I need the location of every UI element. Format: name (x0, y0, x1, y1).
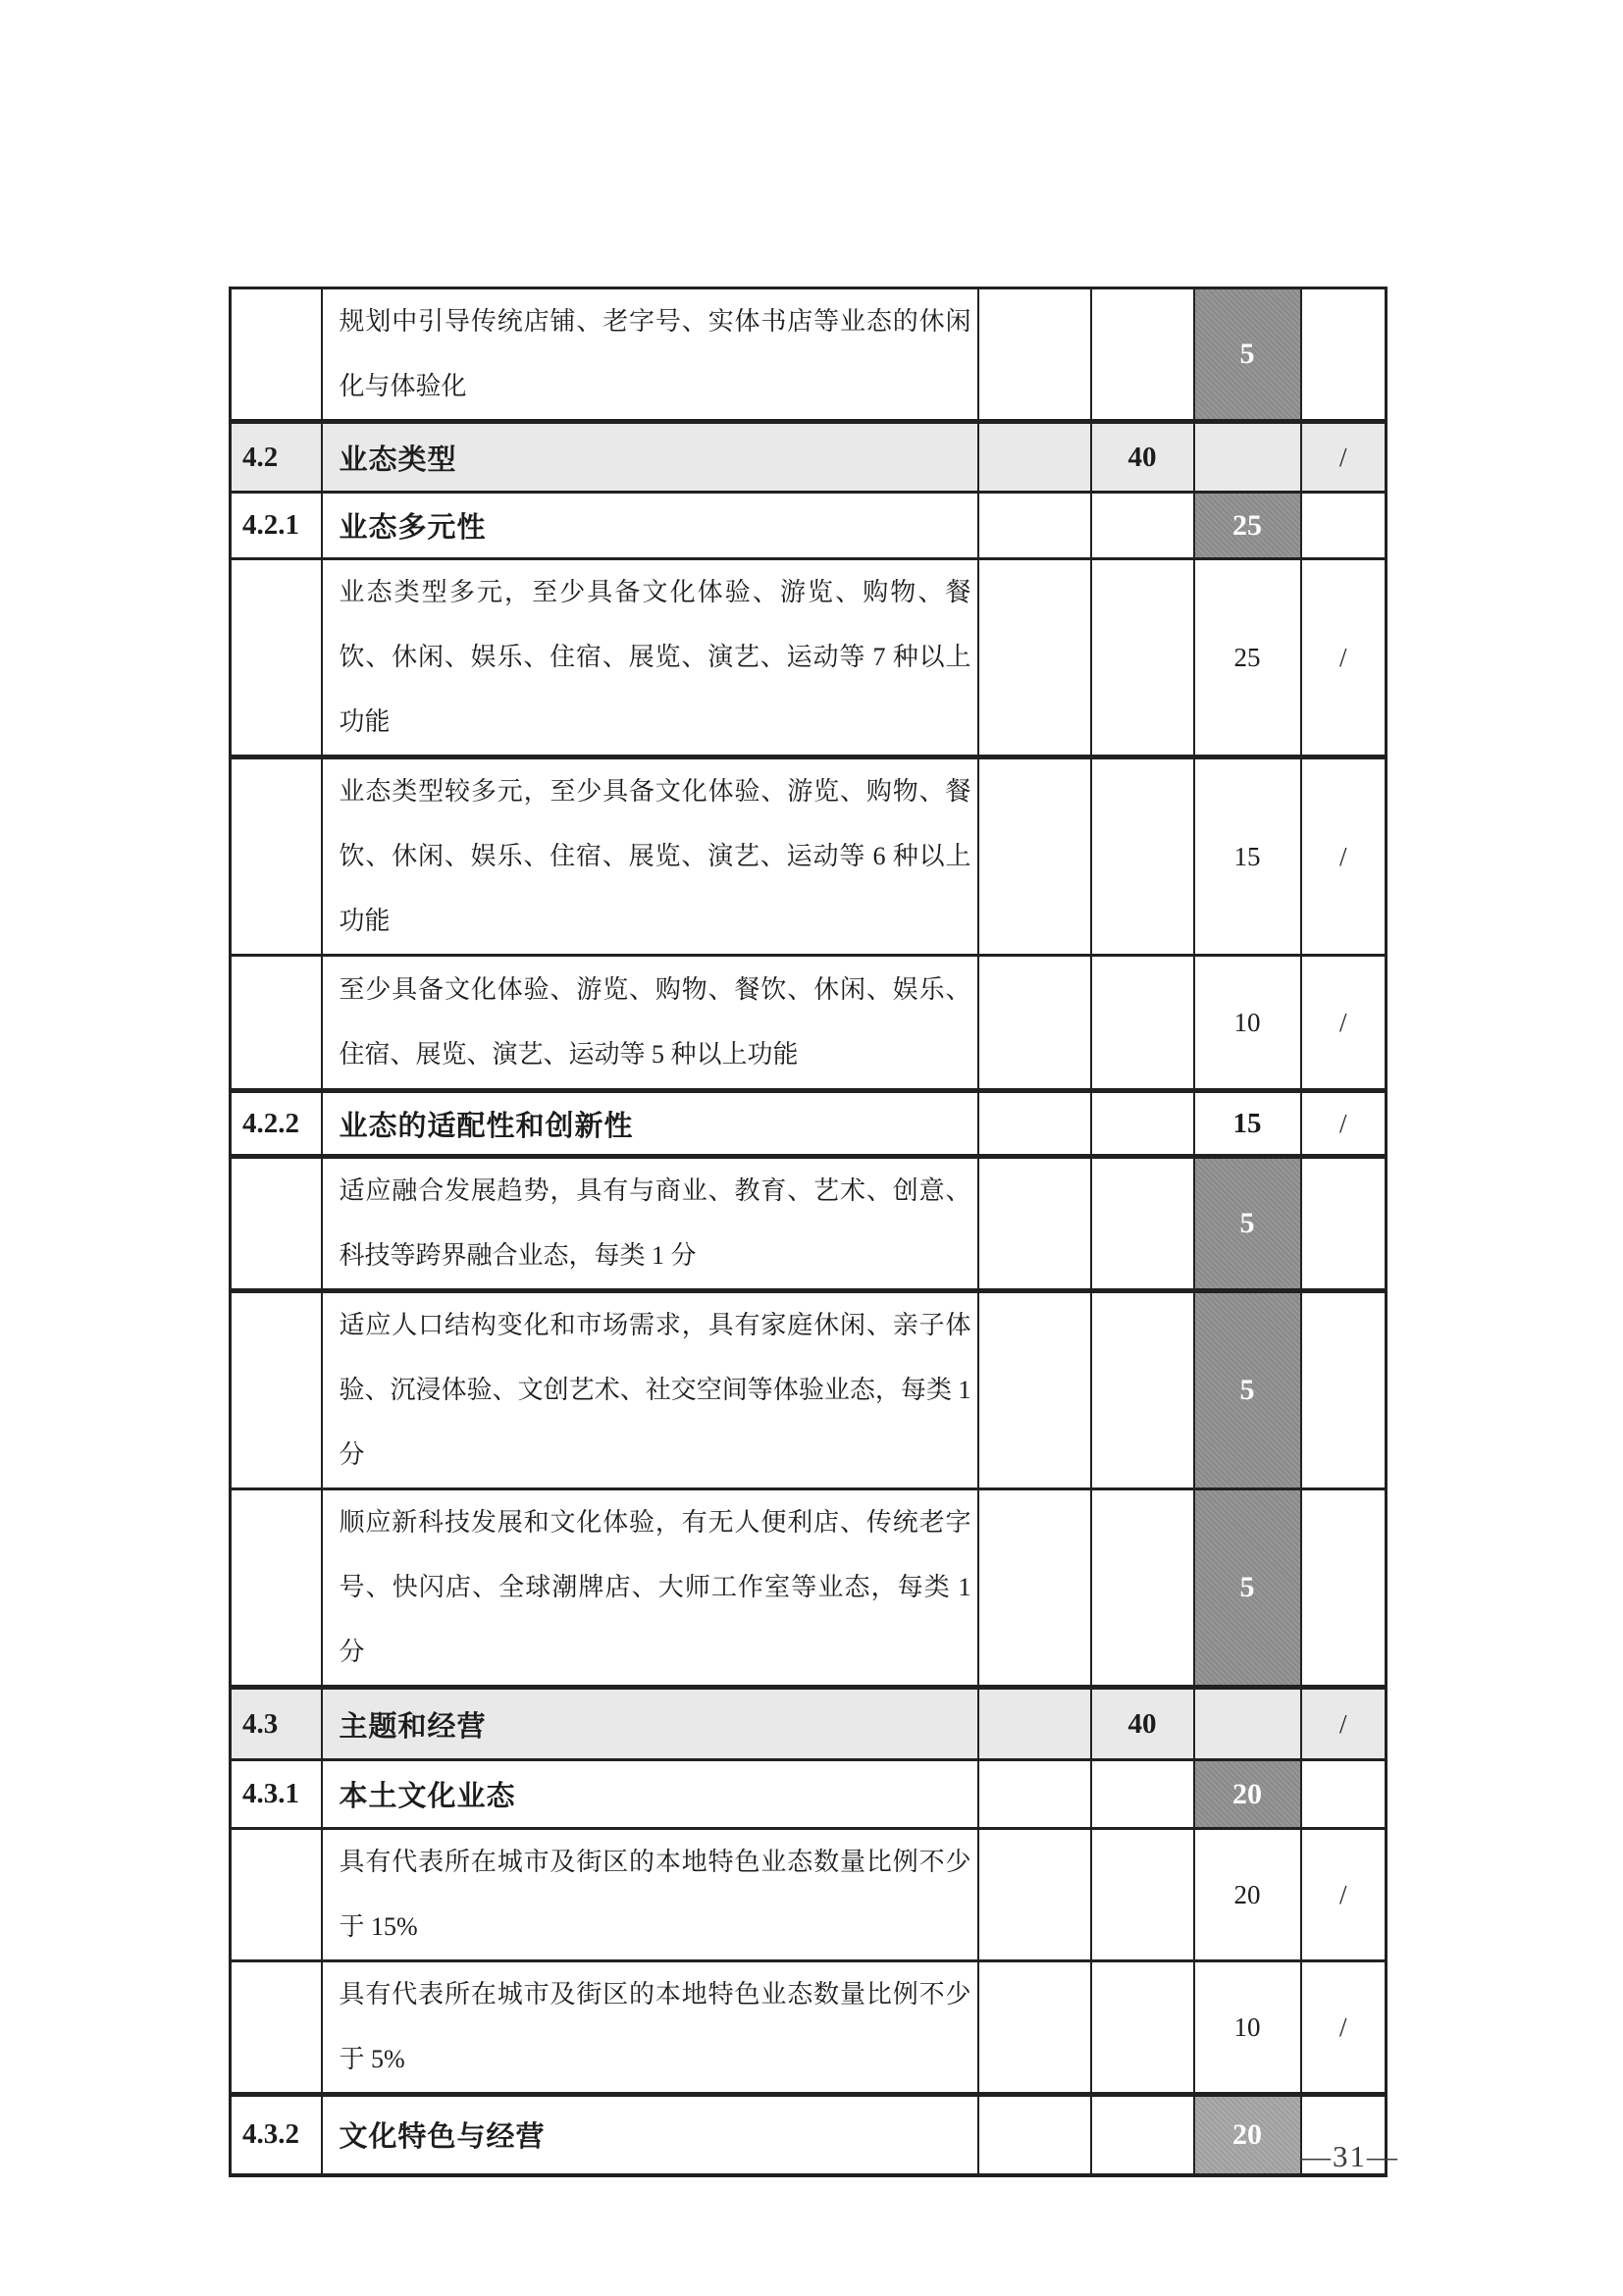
criteria-text: 业态多元性 (322, 493, 978, 559)
row-detail-new-tech-formats (231, 1489, 1387, 1688)
slash-cell (1301, 493, 1387, 559)
slash-cell (1301, 1489, 1387, 1688)
slash-cell (1301, 288, 1387, 422)
row-index (231, 1489, 322, 1688)
row-detail-local-15pct (231, 1829, 1387, 1961)
slash-cell: / (1301, 1688, 1387, 1760)
item-score-cell: 15 (1194, 1091, 1301, 1157)
item-score-cell: 15 (1194, 757, 1301, 956)
item-score-cell: 10 (1194, 1961, 1301, 2095)
slash-cell: / (1301, 1091, 1387, 1157)
slash-cell (1301, 1760, 1387, 1829)
row-detail-local-5pct (231, 1961, 1387, 2095)
blank-cell (978, 2095, 1091, 2175)
criteria-text: 适应融合发展趋势，具有与商业、教育、艺术、创意、科技等跨界融合业态，每类 1 分 (322, 1157, 978, 1291)
criteria-text: 具有代表所在城市及街区的本地特色业态数量比例不少于 5% (322, 1961, 978, 2095)
category-score-cell (1091, 493, 1194, 559)
item-score-cell: 5 (1194, 1157, 1301, 1291)
item-score-cell: 5 (1194, 1291, 1301, 1489)
blank-cell (978, 559, 1091, 757)
item-score-cell: 20 (1194, 2095, 1301, 2175)
row-index: 4.3 (231, 1688, 322, 1760)
blank-cell (978, 1760, 1091, 1829)
row-subsection-4-2-2 (231, 1091, 1387, 1157)
blank-cell (978, 1489, 1091, 1688)
criteria-text: 具有代表所在城市及街区的本地特色业态数量比例不少于 15% (322, 1829, 978, 1961)
row-subsection-4-3-2 (231, 2095, 1387, 2175)
criteria-text: 业态的适配性和创新性 (322, 1091, 978, 1157)
blank-cell (978, 1961, 1091, 2095)
category-score-cell (1091, 559, 1194, 757)
criteria-text: 文化特色与经营 (322, 2095, 978, 2175)
slash-cell: / (1301, 956, 1387, 1091)
page-number: —31— (1300, 2139, 1399, 2173)
blank-cell (978, 1688, 1091, 1760)
item-score-cell: 25 (1194, 559, 1301, 757)
slash-cell: / (1301, 559, 1387, 757)
category-score-cell (1091, 1961, 1194, 2095)
category-score-cell (1091, 757, 1194, 956)
row-detail-6-functions (231, 757, 1387, 956)
category-score-cell (1091, 1829, 1194, 1961)
row-detail-7-functions (231, 559, 1387, 757)
category-score-cell: 40 (1091, 422, 1194, 493)
criteria-text: 顺应新科技发展和文化体验，有无人便利店、传统老字号、快闪店、全球潮牌店、大师工作室等业态，每类 1 分 (322, 1489, 978, 1688)
row-index: 4.2 (231, 422, 322, 493)
row-index (231, 1157, 322, 1291)
criteria-text: 规划中引导传统店铺、老字号、实体书店等业态的休闲化与体验化 (322, 288, 978, 422)
item-score-cell: 5 (1194, 288, 1301, 422)
row-detail-experience-formats (231, 1291, 1387, 1489)
evaluation-criteria-table (229, 287, 1387, 2177)
item-score-cell: 20 (1194, 1760, 1301, 1829)
item-score-cell (1194, 1688, 1301, 1760)
category-score-cell (1091, 1760, 1194, 1829)
criteria-text: 业态类型较多元，至少具备文化体验、游览、购物、餐饮、休闲、娱乐、住宿、展览、演艺、运动等 6 种以上功能 (322, 757, 978, 956)
criteria-text: 适应人口结构变化和市场需求，具有家庭休闲、亲子体验、沉浸体验、文创艺术、社交空间等体验业态，每类 1 分 (322, 1291, 978, 1489)
category-score-cell (1091, 956, 1194, 1091)
blank-cell (978, 288, 1091, 422)
blank-cell (978, 422, 1091, 493)
blank-cell (978, 757, 1091, 956)
slash-cell (1301, 1157, 1387, 1291)
row-section-4-3 (231, 1688, 1387, 1760)
slash-cell: / (1301, 1961, 1387, 2095)
row-index (231, 288, 322, 422)
item-score-cell: 25 (1194, 493, 1301, 559)
blank-cell (978, 1091, 1091, 1157)
row-subsection-4-3-1 (231, 1760, 1387, 1829)
row-index: 4.3.1 (231, 1760, 322, 1829)
row-detail-traditional-shops (231, 288, 1387, 422)
blank-cell (978, 493, 1091, 559)
slash-cell: / (1301, 757, 1387, 956)
blank-cell (978, 1829, 1091, 1961)
row-index (231, 1829, 322, 1961)
row-index (231, 1961, 322, 2095)
category-score-cell (1091, 2095, 1194, 2175)
category-score-cell (1091, 1091, 1194, 1157)
row-index: 4.2.2 (231, 1091, 322, 1157)
blank-cell (978, 1157, 1091, 1291)
row-index: 4.3.2 (231, 2095, 322, 2175)
blank-cell (978, 956, 1091, 1091)
blank-cell (978, 1291, 1091, 1489)
category-score-cell (1091, 1489, 1194, 1688)
row-index (231, 757, 322, 956)
criteria-text: 业态类型多元，至少具备文化体验、游览、购物、餐饮、休闲、娱乐、住宿、展览、演艺、运动等 7 种以上功能 (322, 559, 978, 757)
criteria-text: 至少具备文化体验、游览、购物、餐饮、休闲、娱乐、住宿、展览、演艺、运动等 5 种以上功能 (322, 956, 978, 1091)
row-index (231, 1291, 322, 1489)
criteria-text: 业态类型 (322, 422, 978, 493)
row-detail-5-functions (231, 956, 1387, 1091)
slash-cell (1301, 1291, 1387, 1489)
item-score-cell: 20 (1194, 1829, 1301, 1961)
category-score-cell (1091, 1291, 1194, 1489)
row-detail-crossover-formats (231, 1157, 1387, 1291)
criteria-text: 主题和经营 (322, 1688, 978, 1760)
item-score-cell (1194, 422, 1301, 493)
row-index (231, 956, 322, 1091)
slash-cell: / (1301, 1829, 1387, 1961)
row-section-4-2 (231, 422, 1387, 493)
row-index (231, 559, 322, 757)
item-score-cell: 5 (1194, 1489, 1301, 1688)
row-subsection-4-2-1 (231, 493, 1387, 559)
criteria-text: 本土文化业态 (322, 1760, 978, 1829)
slash-cell: / (1301, 422, 1387, 493)
row-index: 4.2.1 (231, 493, 322, 559)
category-score-cell (1091, 288, 1194, 422)
item-score-cell: 10 (1194, 956, 1301, 1091)
category-score-cell: 40 (1091, 1688, 1194, 1760)
category-score-cell (1091, 1157, 1194, 1291)
